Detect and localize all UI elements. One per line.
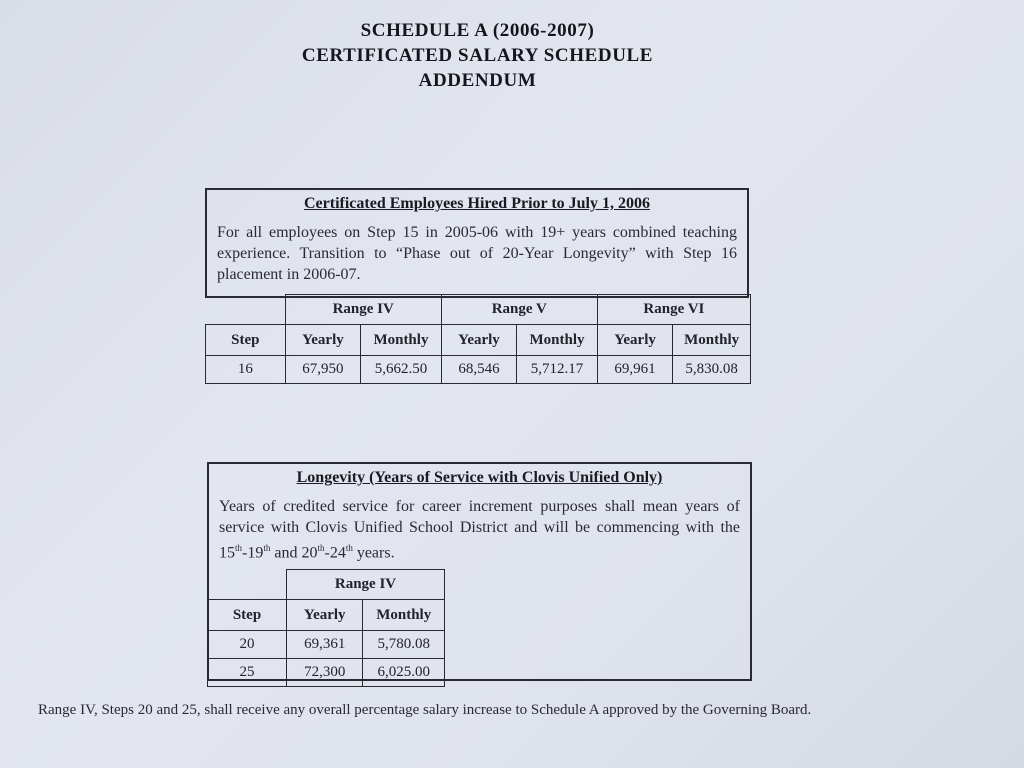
- salary-table-step-16: [205, 294, 751, 384]
- range-header: Range V: [441, 295, 597, 325]
- range-header: Range IV: [285, 295, 441, 325]
- yearly-header: Yearly: [285, 325, 360, 356]
- superscript: th: [235, 543, 243, 553]
- value-cell: 72,300: [287, 659, 363, 687]
- section-prior-hires: [205, 188, 749, 298]
- document-heading: [250, 18, 705, 93]
- table-corner: [206, 295, 286, 325]
- yearly-header: Yearly: [597, 325, 672, 356]
- table-row: [206, 356, 751, 384]
- yearly-header: Yearly: [441, 325, 516, 356]
- longevity-text-part: and 20: [270, 544, 318, 562]
- value-cell: 69,361: [287, 631, 363, 659]
- footer-note: Range IV, Steps 20 and 25, shall receive any overall percentage salary increase to Schedule A approved by the Governing Board.: [38, 702, 812, 718]
- monthly-header: Monthly: [673, 325, 751, 356]
- value-cell: 5,712.17: [517, 356, 598, 384]
- table-corner: [208, 570, 287, 600]
- section-longevity-text: [209, 496, 750, 563]
- monthly-header: Monthly: [361, 325, 442, 356]
- value-cell: 69,961: [597, 356, 672, 384]
- step-cell: 20: [208, 631, 287, 659]
- longevity-text-part: Years of credited service for career increment purposes shall mean years of service with Clovis Unified School District and will be commencing with the 15: [219, 498, 740, 562]
- step-header: Step: [208, 600, 287, 631]
- heading-line-2: CERTIFICATED SALARY SCHEDULE: [301, 45, 654, 66]
- longevity-text-part: -19: [242, 544, 264, 562]
- monthly-header: Monthly: [363, 600, 445, 631]
- section-prior-hires-text: For all employees on Step 15 in 2005-06 with 19+ years combined teaching experience. Transition to “Phase out of 20-Year Longevity” with Step 16 placement in 2006-07.: [217, 224, 737, 283]
- longevity-text-part: -24: [324, 544, 346, 562]
- heading-line-3: ADDENDUM: [418, 70, 537, 91]
- value-cell: 6,025.00: [363, 659, 445, 687]
- step-cell: 16: [206, 356, 286, 384]
- step-header: Step: [206, 325, 286, 356]
- heading-line-1: SCHEDULE A (2006-2007): [360, 20, 595, 41]
- value-cell: 5,830.08: [673, 356, 751, 384]
- range-header: Range IV: [287, 570, 445, 600]
- superscript: th: [345, 543, 353, 553]
- value-cell: 5,662.50: [361, 356, 442, 384]
- section-longevity-title: Longevity (Years of Service with Clovis Unified Only): [296, 469, 663, 486]
- table-row: [208, 631, 445, 659]
- superscript: th: [263, 543, 271, 553]
- value-cell: 68,546: [441, 356, 516, 384]
- range-header: Range VI: [597, 295, 750, 325]
- longevity-table: [207, 569, 445, 687]
- value-cell: 67,950: [285, 356, 360, 384]
- value-cell: 5,780.08: [363, 631, 445, 659]
- superscript: th: [317, 543, 325, 553]
- longevity-text-part: years.: [352, 544, 395, 562]
- step-cell: 25: [208, 659, 287, 687]
- monthly-header: Monthly: [517, 325, 598, 356]
- table-row: [208, 659, 445, 687]
- yearly-header: Yearly: [287, 600, 363, 631]
- section-prior-hires-title: Certificated Employees Hired Prior to July 1, 2006: [303, 195, 650, 212]
